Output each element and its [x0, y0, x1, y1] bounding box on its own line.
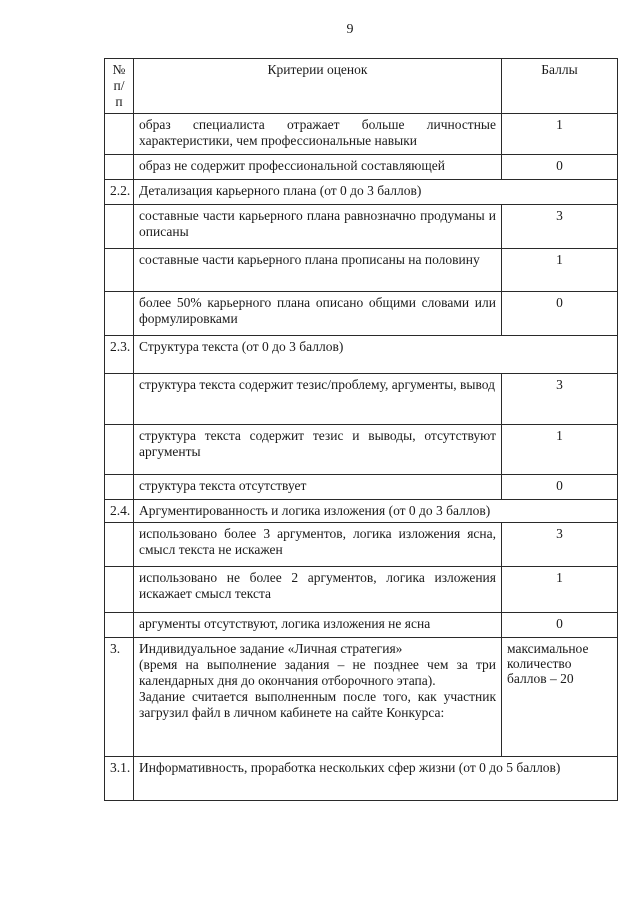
task-condition: Задание считается выполненным после того, как участник загрузил файл в личном кабинете на сайте Конкурса:: [139, 689, 496, 720]
task-title: Индивидуальное задание «Личная стратегия»: [139, 641, 403, 656]
criterion-text: использовано не более 2 аргументов, логика изложения искажает смысл текста: [134, 567, 502, 613]
table-header-row: [105, 59, 618, 114]
criterion-score: 3: [502, 523, 618, 567]
section-row: [105, 500, 618, 523]
criterion-text: более 50% карьерного плана описано общими словами или формулировками: [134, 292, 502, 336]
criterion-score: 0: [502, 613, 618, 638]
section-row: [105, 180, 618, 205]
criterion-text: использовано более 3 аргументов, логика изложения ясна, смысл текста не искажен: [134, 523, 502, 567]
row-num: [105, 567, 134, 613]
section-num: 3.1.: [105, 757, 134, 801]
criterion-score: 3: [502, 374, 618, 425]
criterion-text: образ специалиста отражает больше личностные характеристики, чем профессиональные навыки: [134, 114, 502, 155]
task-row: [105, 638, 618, 757]
criterion-text: структура текста содержит тезис/проблему, аргументы, вывод: [134, 374, 502, 425]
criterion-score: 1: [502, 114, 618, 155]
row-num: [105, 114, 134, 155]
row-num: [105, 374, 134, 425]
header-num: № п/п: [105, 59, 134, 114]
criterion-text: структура текста отсутствует: [134, 475, 502, 500]
section-title: Структура текста (от 0 до 3 баллов): [134, 336, 618, 374]
table-row: [105, 292, 618, 336]
header-criteria: Критерии оценок: [134, 59, 502, 114]
criterion-score: 0: [502, 292, 618, 336]
criterion-text: образ не содержит профессиональной составляющей: [134, 155, 502, 180]
task-num: 3.: [105, 638, 134, 757]
table-row: [105, 374, 618, 425]
row-num: [105, 523, 134, 567]
section-num: 2.3.: [105, 336, 134, 374]
task-note: (время на выполнение задания – не позднее чем за три календарных дня до окончания отборочного этапа).: [139, 657, 496, 688]
criteria-table: [104, 58, 618, 801]
row-num: [105, 613, 134, 638]
criterion-text: составные части карьерного плана равнозначно продуманы и описаны: [134, 205, 502, 249]
table-row: [105, 613, 618, 638]
row-num: [105, 475, 134, 500]
row-num: [105, 425, 134, 475]
criterion-score: 0: [502, 475, 618, 500]
row-num: [105, 249, 134, 292]
section-title: Аргументированность и логика изложения (от 0 до 3 баллов): [134, 500, 618, 523]
table-row: [105, 523, 618, 567]
section-row: [105, 757, 618, 801]
criterion-score: 1: [502, 249, 618, 292]
page-number: 9: [346, 22, 354, 37]
table-row: [105, 155, 618, 180]
task-max-score: максимальное количество баллов – 20: [502, 638, 618, 757]
table-row: [105, 249, 618, 292]
section-title: Информативность, проработка нескольких сфер жизни (от 0 до 5 баллов): [134, 757, 618, 801]
task-description: [134, 638, 502, 757]
section-num: 2.4.: [105, 500, 134, 523]
table-row: [105, 205, 618, 249]
criterion-text: структура текста содержит тезис и выводы, отсутствуют аргументы: [134, 425, 502, 475]
criterion-text: составные части карьерного плана прописаны на половину: [134, 249, 502, 292]
criterion-score: 1: [502, 567, 618, 613]
table-row: [105, 114, 618, 155]
section-row: [105, 336, 618, 374]
table-row: [105, 425, 618, 475]
row-num: [105, 205, 134, 249]
criterion-text: аргументы отсутствуют, логика изложения не ясна: [134, 613, 502, 638]
criterion-score: 1: [502, 425, 618, 475]
table-row: [105, 567, 618, 613]
table-row: [105, 475, 618, 500]
section-num: 2.2.: [105, 180, 134, 205]
header-score: Баллы: [502, 59, 618, 114]
criterion-score: 0: [502, 155, 618, 180]
criterion-score: 3: [502, 205, 618, 249]
row-num: [105, 155, 134, 180]
row-num: [105, 292, 134, 336]
section-title: Детализация карьерного плана (от 0 до 3 баллов): [134, 180, 618, 205]
